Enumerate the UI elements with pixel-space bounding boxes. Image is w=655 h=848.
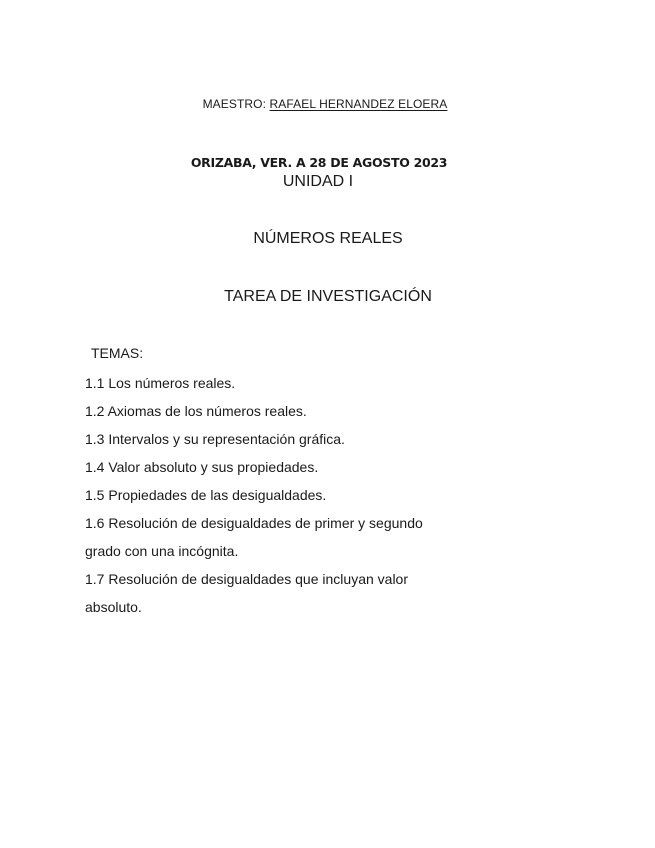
topic-item: 1.4 Valor absoluto y sus propiedades. (85, 459, 319, 475)
unit-title: UNIDAD I (282, 173, 354, 190)
subject-title: NÚMEROS REALES (253, 230, 403, 247)
teacher-line (0, 97, 650, 111)
topic-item: 1.3 Intervalos y su representación gráfica. (85, 431, 345, 447)
teacher-label: MAESTRO: (202, 97, 267, 111)
task-title: TAREA DE INVESTIGACIÓN (224, 288, 432, 305)
place-date: ORIZABA, VER. A 28 DE AGOSTO 2023 (190, 155, 448, 170)
topics-list (85, 369, 465, 621)
topic-item: 1.7 Resolución de desigualdades que incluyan valor (85, 571, 408, 587)
topic-item: 1.1 Los números reales. (85, 375, 236, 391)
topics-heading: TEMAS: (91, 345, 144, 361)
topic-item: absoluto. (85, 599, 142, 615)
topic-item: grado con una incógnita. (85, 543, 239, 559)
topic-item: 1.2 Axiomas de los números reales. (85, 403, 307, 419)
teacher-name: RAFAEL HERNANDEZ ELOERA (269, 97, 448, 111)
topic-item: 1.6 Resolución de desigualdades de primer y segundo (85, 515, 423, 531)
topic-item: 1.5 Propiedades de las desigualdades. (85, 487, 327, 503)
